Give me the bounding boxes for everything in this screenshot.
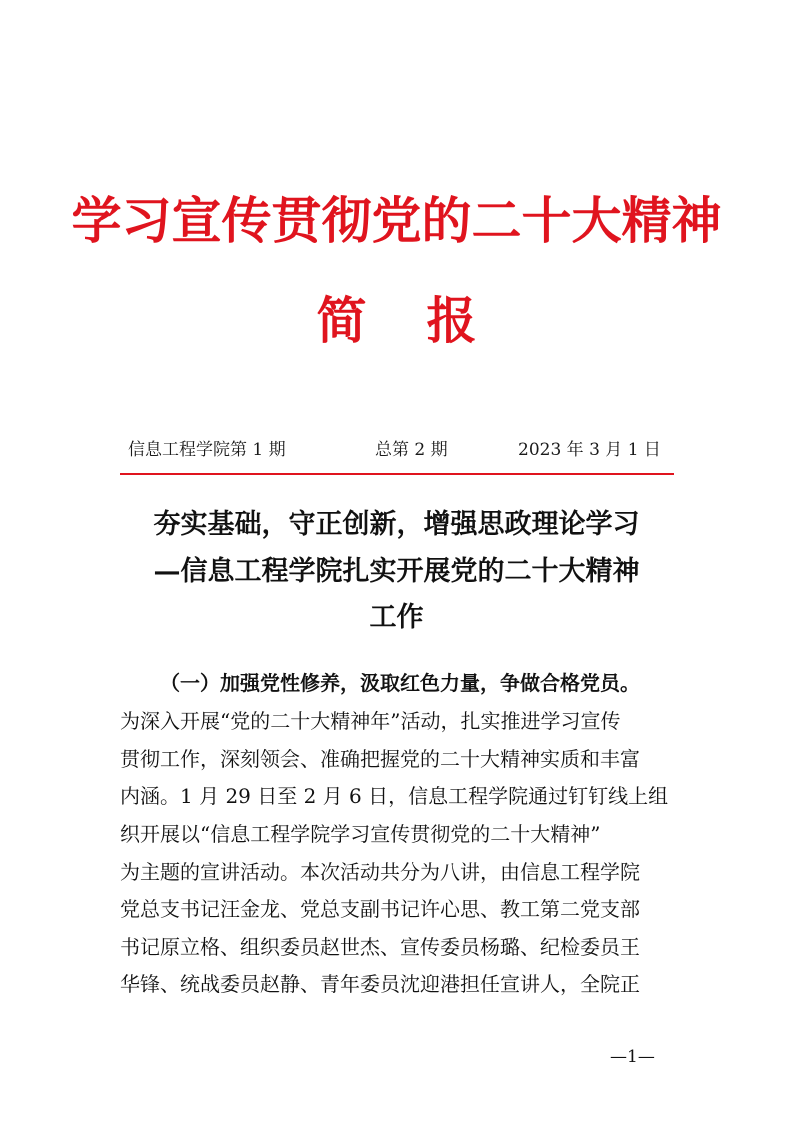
body-text-line: 内涵。1 月 29 日至 2 月 6 日，信息工程学院通过钉钉线上组 bbox=[120, 784, 669, 808]
body-text-line: 华锋、统战委员赵静、青年委员沈迎港担任宣讲人，全院正 bbox=[120, 972, 640, 996]
section-heading: （一）加强党性修养，汲取红色力量，争做合格党员。 bbox=[160, 671, 640, 695]
headline-line: —信息工程学院扎实开展党的二十大精神 bbox=[153, 556, 640, 587]
masthead-subtitle-char: 报 bbox=[426, 291, 477, 350]
page-number: —1— bbox=[610, 1047, 655, 1067]
issue-number: 信息工程学院第 1 期 bbox=[128, 440, 286, 460]
body-text-line: 为主题的宣讲活动。本次活动共分为八讲，由信息工程学院 bbox=[120, 860, 640, 884]
masthead-subtitle-char: 简 bbox=[316, 291, 367, 350]
red-divider bbox=[120, 473, 674, 475]
body-text-line: 党总支书记汪金龙、党总支副书记许心思、教工第二党支部 bbox=[120, 897, 640, 921]
body-text-line: 贯彻工作，深刻领会、准确把握党的二十大精神实质和丰富 bbox=[120, 747, 640, 771]
body-text-line: 织开展以“信息工程学院学习宣传贯彻党的二十大精神” bbox=[120, 822, 601, 846]
issue-date: 2023 年 3 月 1 日 bbox=[518, 440, 661, 460]
total-issue-number: 总第 2 期 bbox=[375, 440, 448, 460]
body-text-line: 为深入开展“党的二十大精神年”活动，扎实推进学习宣传 bbox=[120, 709, 621, 733]
masthead-title: 学习宣传贯彻党的二十大精神 bbox=[71, 191, 722, 250]
headline-line: 工作 bbox=[369, 602, 424, 633]
body-text-line: 书记原立格、组织委员赵世杰、宣传委员杨璐、纪检委员王 bbox=[120, 935, 640, 959]
headline-line: 夯实基础，守正创新，增强思政理论学习 bbox=[153, 509, 640, 540]
masthead-subtitle bbox=[0, 286, 793, 356]
